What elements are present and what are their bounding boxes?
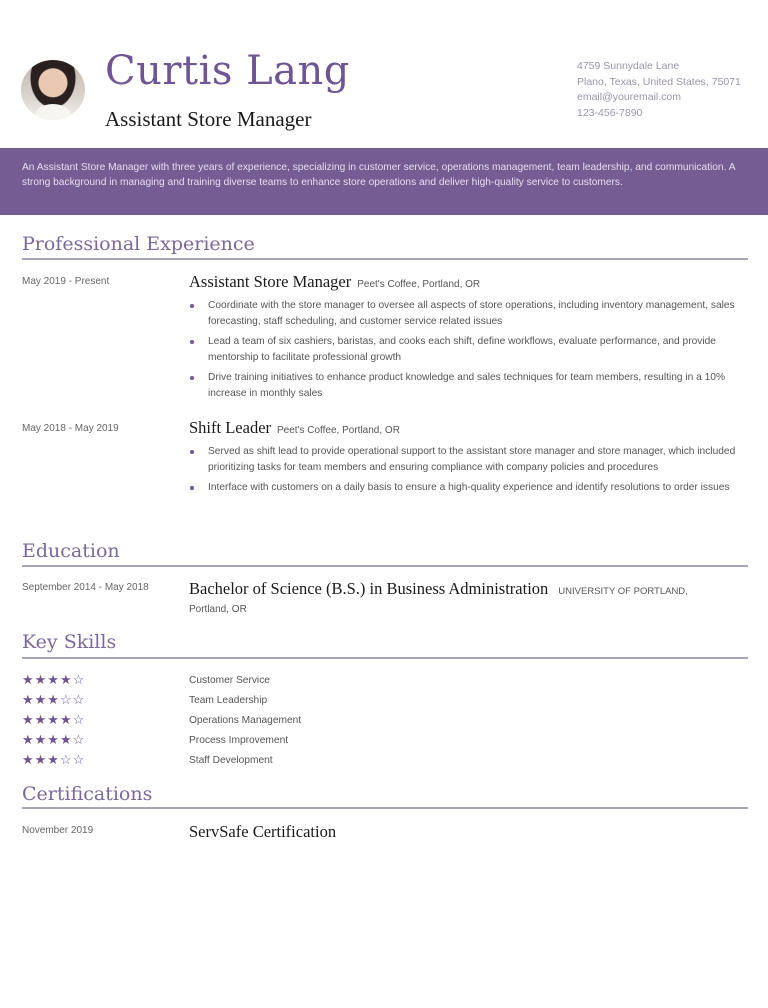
skill-name: Team Leadership [189,695,268,706]
job-bullets [189,444,741,500]
section-divider [22,657,748,659]
section-title-skills: Key Skills [22,631,117,653]
school: UNIVERSITY OF PORTLAND, [558,586,688,597]
skill-row [22,673,422,693]
job-title-text: Assistant Store Manager [189,272,352,291]
job-bullets [189,298,741,406]
certification-date: November 2019 [22,825,94,836]
job-company: Peet's Coffee, Portland, OR [277,425,400,436]
certification-title: ServSafe Certification [189,822,337,841]
profile-photo [21,60,85,120]
section-divider [22,565,748,567]
bullet-item: Drive training initiatives to enhance product knowledge and sales techniques for team members, resulting in a 10% increase in monthly sales [189,370,741,402]
section-divider [22,807,748,809]
education-dates: September 2014 - May 2018 [22,582,149,593]
star-rating-icon: ★★★★☆ [22,712,86,727]
summary-banner: An Assistant Store Manager with three years of experience, specializing in customer service, operations management, team leadership, and communication. A strong background in managing and training diverse teams to enhance store operations and deliver high-quality service to customers. [0,148,768,215]
section-title-education: Education [22,540,120,562]
bullet-item: Coordinate with the store manager to oversee all aspects of store operations, including inventory management, sales forecasting, staff scheduling, and customer service related issues [189,298,741,330]
job-title-text: Shift Leader [189,418,272,437]
skill-row [22,693,422,713]
job-dates: May 2018 - May 2019 [22,423,119,434]
job-title [189,418,400,438]
star-rating-icon: ★★★★☆ [22,732,86,747]
candidate-name: Curtis Lang [105,48,350,94]
school-location: Portland, OR [189,604,247,615]
bullet-item: Interface with customers on a daily basis to ensure a high-quality experience and identify resolutions to order issues [189,480,741,496]
skill-row [22,753,422,773]
contact-city: Plano, Texas, United States, 75071 [577,75,741,88]
skill-row [22,713,422,733]
star-rating-icon: ★★★☆☆ [22,692,86,707]
section-title-certifications: Certifications [22,783,153,805]
section-divider [22,258,748,260]
degree: Bachelor of Science (B.S.) in Business Administration [189,579,549,598]
skill-row [22,733,422,753]
job-dates: May 2019 - Present [22,276,110,287]
education-entry [189,580,749,619]
star-rating-icon: ★★★☆☆ [22,752,86,767]
resume-header [0,0,768,148]
skill-name: Staff Development [189,755,273,766]
contact-address: 4759 Sunnydale Lane [577,60,680,72]
bullet-item: Served as shift lead to provide operational support to the assistant store manager and store manager, which included prioritizing tasks for team members and ensuring compliance with company policies and procedures [189,444,741,476]
skill-name: Process Improvement [189,735,289,746]
star-rating-icon: ★★★★☆ [22,672,86,687]
candidate-role: Assistant Store Manager [105,107,312,131]
job-company: Peet's Coffee, Portland, OR [357,279,481,290]
contact-phone: 123-456-7890 [577,106,643,119]
skill-name: Customer Service [189,675,270,686]
section-title-experience: Professional Experience [22,233,255,255]
skill-name: Operations Management [189,715,302,726]
job-title [189,272,480,292]
contact-block [577,59,741,121]
contact-email[interactable]: email@youremail.com [577,91,682,104]
bullet-item: Lead a team of six cashiers, baristas, and cooks each shift, define workflows, evaluate performance, and provide mentorship to facilitate professional growth [189,334,741,366]
